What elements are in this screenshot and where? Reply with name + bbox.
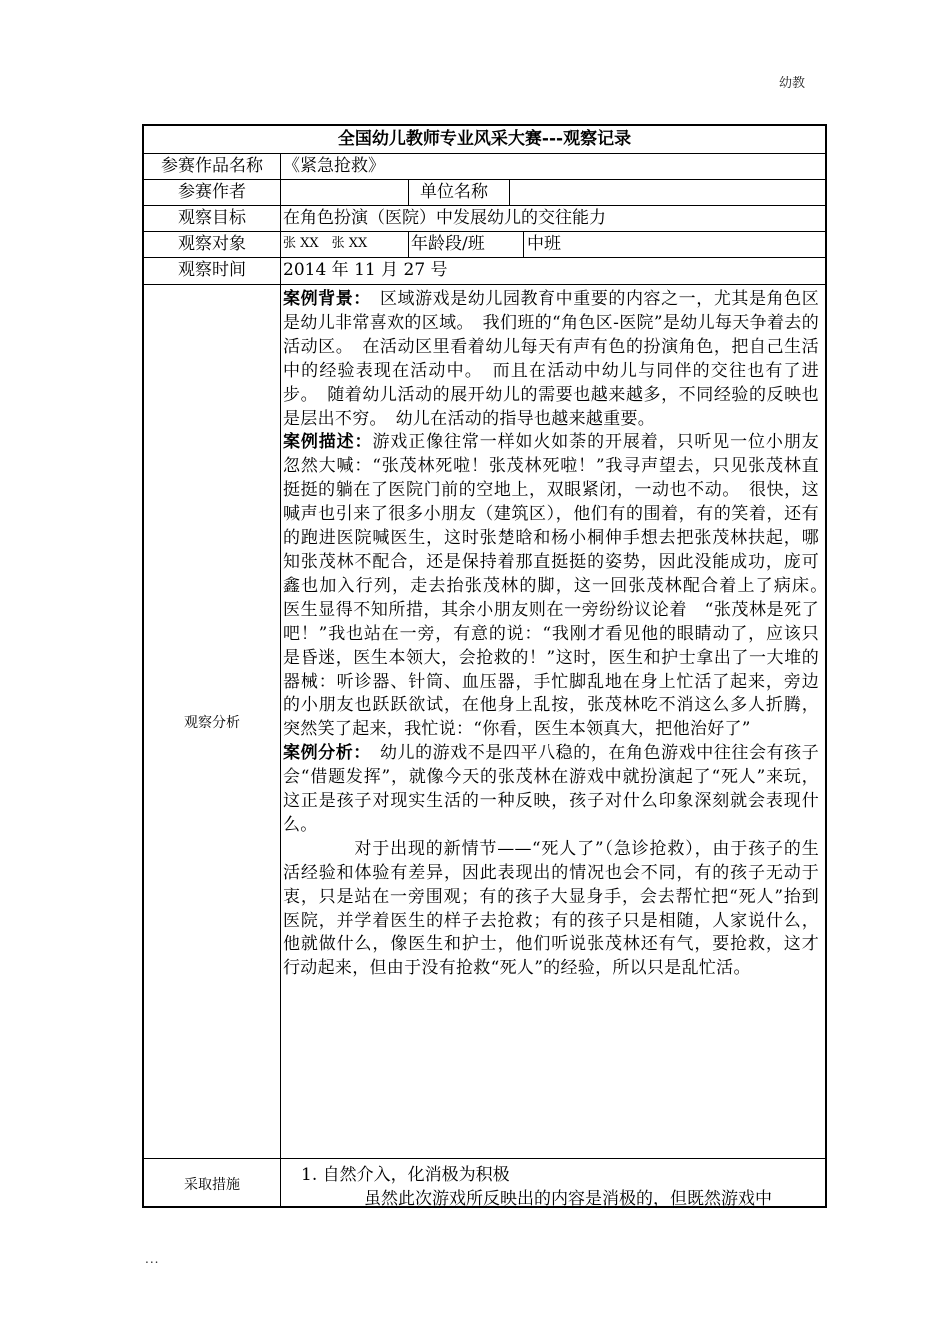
measure-1-text: 虽然此次游戏所反映出的内容是消极的，但既然游戏中 [364, 1189, 772, 1209]
case-analysis-text-2: 对于出现的新情节——“死人了”（急诊抢救），由于孩子的生活经验和体验有差异，因此表现出的情况也会不同，有的孩子无动于衷，只是站在一旁围观；有的孩子大显身手，会去帮忙把“死人”抬到医院，并学着医生的样子去抢救；有的孩子只是相随，人家说什么，他就做什么，像医生和护士，他们听说张茂林还有气，要抢救，这才行动起来，但由于没有抢救“死人”的经验，所以只是乱忙活。 [283, 838, 819, 979]
page-footer-mark: ... [145, 1252, 160, 1266]
case-analysis-heading: 案例分析： [283, 743, 363, 764]
row-author [144, 180, 825, 206]
analysis-label: 观察分析 [144, 285, 281, 1158]
unit-value [509, 180, 825, 205]
case-background [283, 288, 819, 431]
time-value: 2014 年 11 月 27 号 [283, 260, 448, 280]
case-analysis-text: 幼儿的游戏不是四平八稳的，在角色游戏中往往会有孩子会“借题发挥”，就像今天的张茂林在游戏中就扮演起了“死人”来玩，这正是孩子对现实生活的一种反映，孩子对什么印象深刻就会表现什么。 [283, 743, 819, 835]
case-analysis [283, 742, 819, 838]
row-measures [144, 1159, 825, 1208]
work-name-label: 参赛作品名称 [144, 154, 281, 179]
goal-value: 在角色扮演（医院）中发展幼儿的交往能力 [283, 208, 606, 228]
measures-content [281, 1159, 825, 1208]
background-heading: 案例背景： [283, 289, 363, 309]
measures-label: 采取措施 [144, 1159, 281, 1208]
subject-label: 观察对象 [144, 232, 281, 257]
background-text: 区域游戏是幼儿园教育中重要的内容之一，尤其是角色区是幼儿非常喜欢的区域。 我们班的“角色区-医院”是幼儿每天争着去的活动区。 在活动区里看着幼儿每天有声有色的扮演角色，把自己生活中的经验表现在活动中。 而且在活动中幼儿与同伴的交往也有了进步。 随着幼儿活动的展开幼儿的需要也越来越多，不同经验的反映也是层出不穷。 幼儿在活动的指导也越来越重要。 [283, 289, 819, 429]
measure-1-heading: 1. 自然介入，化消极为积极 [301, 1165, 510, 1185]
description-text: 游戏正像往常一样如火如荼的开展着，只听见一位小朋友忽然大喊：“张茂林死啦！张茂林死啦！”我寻声望去，只见张茂林直挺挺的躺在了医院门前的空地上，双眼紧闭，一动也不动。 很快，这喊声也引来了很多小朋友（建筑区），他们有的围着，有的笑着，还有的跑进医院喊医生，这时张楚晗和杨小桐伸手想去把张茂林扶起，哪知张茂林不配合，还是保持着那直挺挺的姿势，因此没能成功，庞可鑫也加入行列，走去抬张茂林的脚，这一回张茂林配合着上了病床。 医生显得不知所措，其余小朋友则在一旁纷纷议论着 “张茂林是死了吧！”我也站在一旁，有意的说：“我刚才看见他的眼睛动了，应该只是昏迷，医生本领大，会抢救的！”这时，医生和护士拿出了一大堆的器械：听诊器、针筒、血压器，手忙脚乱地在身上忙活了起来，旁边的小朋友也跃跃欲试，在他身上乱按，张茂林吃不消这么多人折腾，突然笑了起来，我忙说：“你看，医生本领真大，把他治好了” [283, 432, 837, 740]
age-value: 中班 [523, 232, 825, 257]
row-time [144, 258, 825, 285]
unit-label: 单位名称 [408, 180, 509, 205]
analysis-content [281, 285, 837, 1158]
form-title: 全国幼儿教师专业风采大赛---观察记录 [144, 126, 825, 154]
subject-value: 张 XX 张 XX [283, 236, 368, 251]
author-value [281, 180, 404, 205]
row-analysis [144, 285, 837, 1159]
age-label: 年龄段/班 [408, 232, 523, 257]
work-name-value: 《紧急抢救》 [283, 156, 385, 176]
goal-label: 观察目标 [144, 206, 281, 231]
case-description [283, 431, 837, 742]
author-label: 参赛作者 [144, 180, 281, 205]
row-goal [144, 206, 825, 232]
description-heading: 案例描述： [283, 432, 373, 453]
row-work-name [144, 154, 825, 180]
observation-record-table [142, 124, 837, 1209]
page-header-mark: 幼教 [779, 76, 806, 91]
time-label: 观察时间 [144, 258, 281, 284]
row-subject [144, 232, 825, 258]
